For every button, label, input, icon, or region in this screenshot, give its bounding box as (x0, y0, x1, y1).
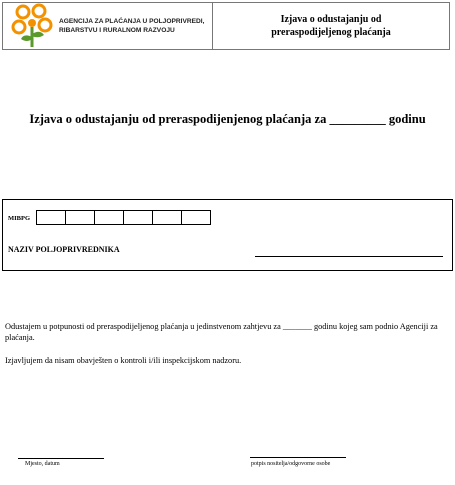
place-date-label: Mjesto, datum (25, 461, 60, 467)
place-date-field[interactable] (18, 458, 104, 459)
signature-label: potpis nositelja/odgovorne osobe (251, 461, 331, 467)
declaration-text-2: Izjavljujem da nisam obavješten o kontroli i/ili inspekcijskom nadzoru. (5, 356, 242, 365)
mibpg-input-cells (37, 210, 211, 225)
farmer-info-box (2, 199, 453, 271)
mibpg-cell[interactable] (94, 210, 124, 225)
document-header (2, 2, 450, 50)
mibpg-cell[interactable] (36, 210, 66, 225)
agency-name-line2: RIBARSTVU I RURALNOM RAZVOJU (59, 27, 175, 34)
farmer-name-label: NAZIV POLJOPRIVREDNIKA (8, 245, 120, 254)
page-title: Izjava o odustajanju od preraspodijenjenog plaćanja za _________ godinu (29, 112, 426, 126)
document-type-title (213, 3, 449, 49)
signature-field[interactable] (250, 457, 346, 458)
mibpg-label: MIBPG (8, 215, 31, 222)
document-type-title-line1: Izjava o odustajanju od (280, 14, 382, 25)
farmer-name-field[interactable] (255, 256, 443, 257)
document-type-title-line2: preraspodijeljenog plaćanja (271, 27, 391, 38)
flower-logo-icon (7, 3, 57, 49)
mibpg-cell[interactable] (152, 210, 182, 225)
agency-name (59, 17, 204, 35)
agency-block (3, 3, 213, 49)
declaration-text-1: Odustajem u potpunosti od preraspodijeljenog plaćanja u jedinstvenom zahtjevu za _______ godinu kojeg sam podnio Agenciji za plaćanja. (5, 322, 438, 342)
mibpg-cell[interactable] (181, 210, 211, 225)
mibpg-cell[interactable] (123, 210, 153, 225)
mibpg-cell[interactable] (65, 210, 95, 225)
agency-name-line1: AGENCIJA ZA PLAĆANJA U POLJOPRIVREDI, (59, 18, 205, 25)
